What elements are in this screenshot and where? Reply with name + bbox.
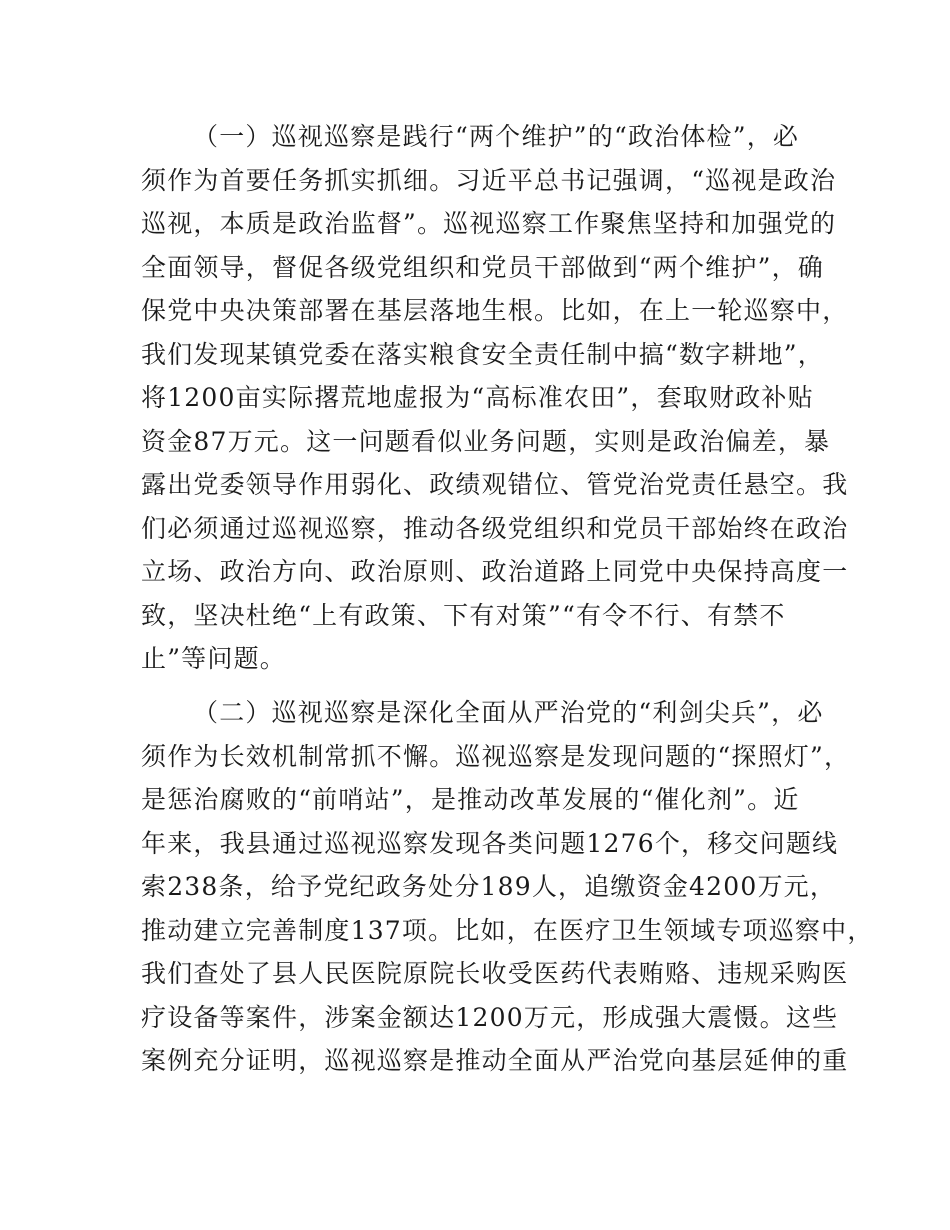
paragraph-line: 案例充分证明，巡视巡察是推动全面从严治党向基层延伸的重	[141, 1046, 849, 1075]
paragraph-line: 止”等问题。	[141, 644, 286, 673]
paragraph-line: 保党中央决策部署在基层落地生根。比如，在上一轮巡察中，	[141, 296, 849, 325]
paragraph-line: 我们查处了县人民医院原院长收受医药代表贿赂、违规采购医	[141, 959, 849, 988]
paragraph-line: 须作为首要任务抓实抓细。习近平总书记强调，“巡视是政治	[141, 165, 837, 195]
paragraph-line: 全面领导，督促各级党组织和党员干部做到“两个维护”，确	[141, 252, 824, 282]
paragraph-line: 索238条，给予党纪政务处分189人，追缴资金4200万元，	[141, 872, 837, 901]
paragraph-line: 们必须通过巡视巡察，推动各级党组织和党员干部始终在政治	[141, 513, 849, 543]
paragraph-line: 将1200亩实际撂荒地虚报为“高标准农田”，套取财政补贴	[141, 383, 814, 412]
paragraph-line: （一）巡视巡察是践行“两个维护”的“政治体检”，必	[193, 122, 800, 151]
paragraph-line: 推动建立完善制度137项。比如，在医疗卫生领域专项巡察中，	[141, 915, 874, 945]
paragraph-1	[141, 115, 849, 681]
paragraph-line: 致，坚决杜绝“上有政策、下有对策”“有令不行、有禁不	[141, 600, 786, 630]
paragraph-line: 露出党委领导作用弱化、政绩观错位、管党治党责任悬空。我	[141, 470, 849, 499]
paragraph-line: 是惩治腐败的“前哨站”，是推动改革发展的“催化剂”。近	[141, 785, 800, 814]
paragraph-2	[141, 691, 874, 1083]
paragraph-line: 疗设备等案件，涉案金额达1200万元，形成强大震慑。这些	[141, 1002, 839, 1032]
paragraph-line: 立场、政治方向、政治原则、政治道路上同党中央保持高度一	[141, 557, 849, 586]
paragraph-line: 须作为长效机制常抓不懈。巡视巡察是发现问题的“探照灯”，	[141, 741, 851, 771]
paragraph-line: 我们发现某镇党委在落实粮食安全责任制中搞“数字耕地”，	[141, 339, 824, 369]
paragraph-line: 巡视，本质是政治监督”。巡视巡察工作聚焦坚持和加强党的	[141, 209, 837, 238]
paragraph-line: 年来，我县通过巡视巡察发现各类问题1276个，移交问题线	[141, 828, 839, 858]
paragraph-line: 资金87万元。这一问题看似业务问题，实则是政治偏差，暴	[141, 426, 831, 456]
paragraph-line: （二）巡视巡察是深化全面从严治党的“利剑尖兵”，必	[193, 698, 824, 727]
